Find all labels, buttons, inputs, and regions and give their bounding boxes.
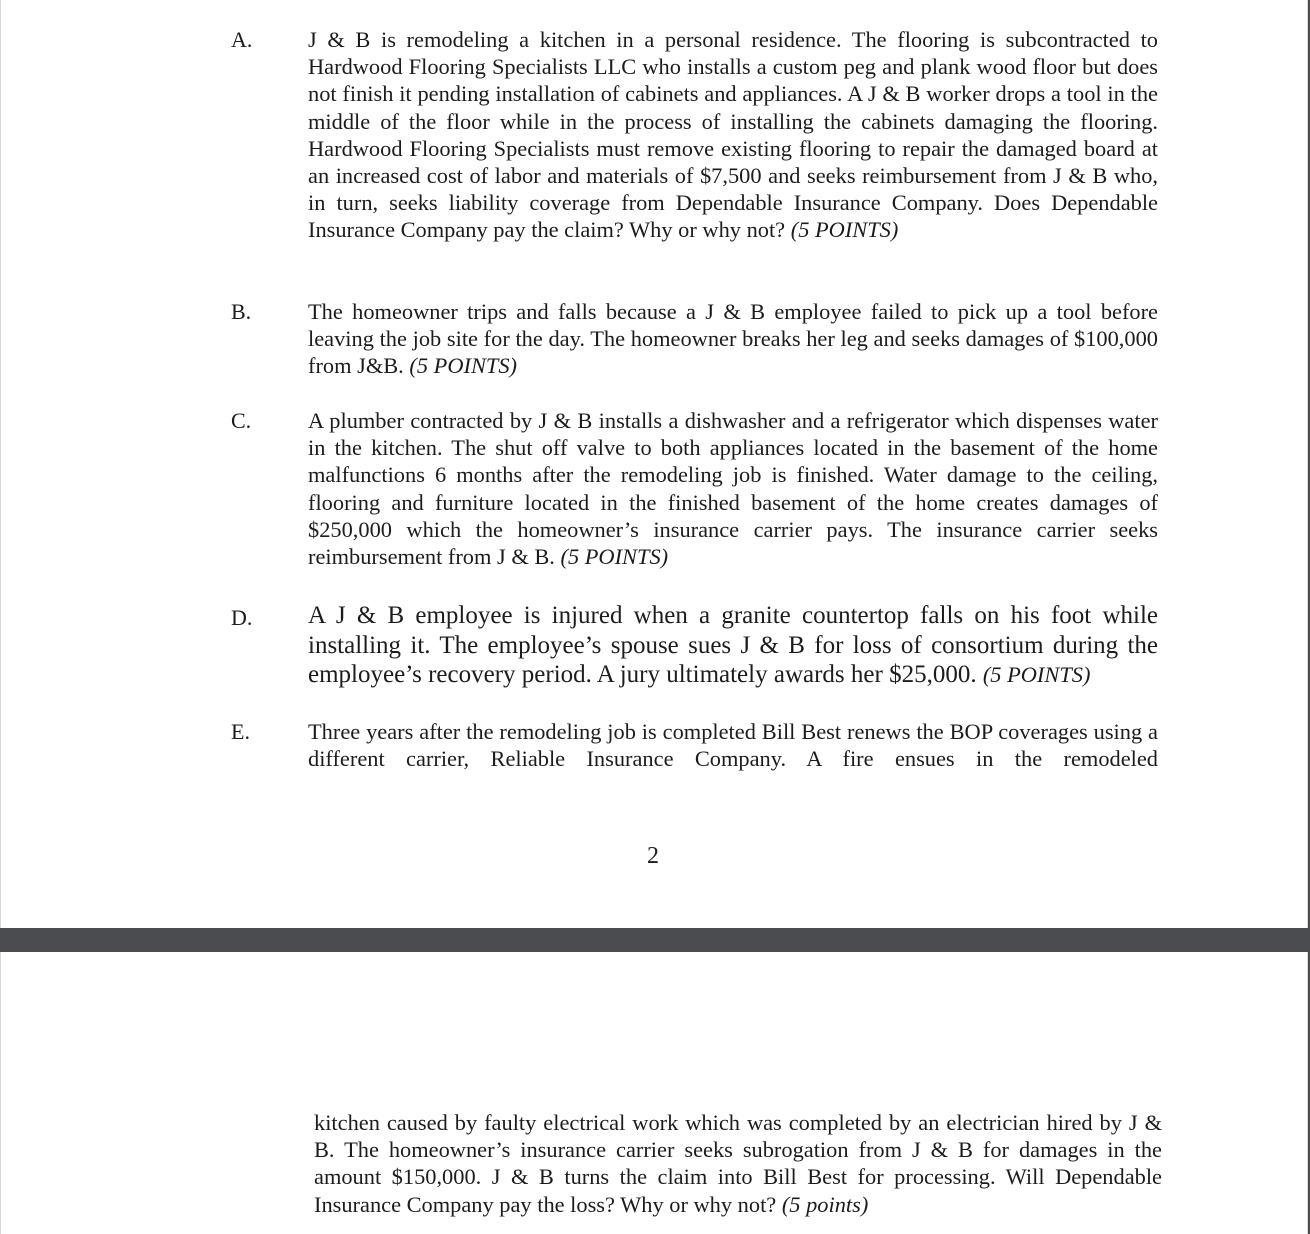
question-text — [308, 407, 1158, 570]
question-body: A plumber contracted by J & B installs a dishwasher and a refrigerator which dispenses water in the kitchen. The shut off valve to both appliances located in the basement of the home malfunctions 6 months after the remodeling job is finished. Water damage to the ceiling, flooring and furniture located in the finished basement of the home creates damages of $250,000 which the homeowner’s insurance carrier pays. The insurance carrier seeks reimbursement from J & B. — [308, 408, 1158, 570]
question-body: J & B is remodeling a kitchen in a personal residence. The flooring is subcontracted to Hardwood Flooring Specialists LLC who installs a custom peg and plank wood floor but does not finish it pending installation of cabinets and appliances. A J & B worker drops a tool in the middle of the floor while in the process of installing the cabinets damaging the flooring. Hardwood Flooring Specialists must remove existing flooring to repair the damaged board at an increased cost of labor and materials of $7,500 and seeks reimbursement from J & B who, in turn, seeks liability coverage from Dependable Insurance Company. Does Dependable Insurance Company pay the claim? Why or why not? — [308, 27, 1158, 243]
question-text — [308, 26, 1158, 244]
question-points: (5 POINTS) — [790, 217, 899, 243]
continuation-body: kitchen caused by faulty electrical work which was completed by an electrician hired by J & B. The homeowner’s insurance carrier seeks subrogation from J & B for damages in the amount $150,000. J & B turns the claim into Bill Best for processing. Will Dependable Insurance Company pay the loss? Why or why not? — [314, 1110, 1162, 1217]
question-points: (5 POINTS) — [560, 544, 669, 570]
document-page-3 — [0, 952, 1308, 1234]
question-text — [308, 298, 1158, 380]
question-points: (5 POINTS) — [409, 353, 517, 379]
question-letter: B. — [231, 299, 252, 324]
continuation-points: (5 points) — [781, 1191, 869, 1217]
question-body: A J & B employee is injured when a granite countertop falls on his foot while installing it. The employee’s spouse sues J & B for loss of consortium during the employee’s recovery period. A jury ultimately awards her $25,000. — [308, 602, 1158, 688]
question-letter: E. — [231, 719, 250, 744]
page-number: 2 — [647, 843, 659, 869]
question-body: The homeowner trips and falls because a J & B employee failed to pick up a tool before leaving the job site for the day. The homeowner breaks her leg and seeks damages of $100,000 from J&B. — [308, 299, 1158, 379]
question-letter: D. — [231, 605, 253, 630]
question-text — [308, 601, 1158, 690]
question-letter: A. — [231, 27, 253, 52]
question-points: (5 POINTS) — [982, 662, 1091, 687]
question-letter: C. — [231, 408, 252, 433]
question-e-continuation — [314, 1109, 1162, 1218]
question-text: Three years after the remodeling job is completed Bill Best renews the BOP coverages using a different carrier, Reliable Insurance Company. A fire ensues in the remodeled — [308, 719, 1158, 772]
